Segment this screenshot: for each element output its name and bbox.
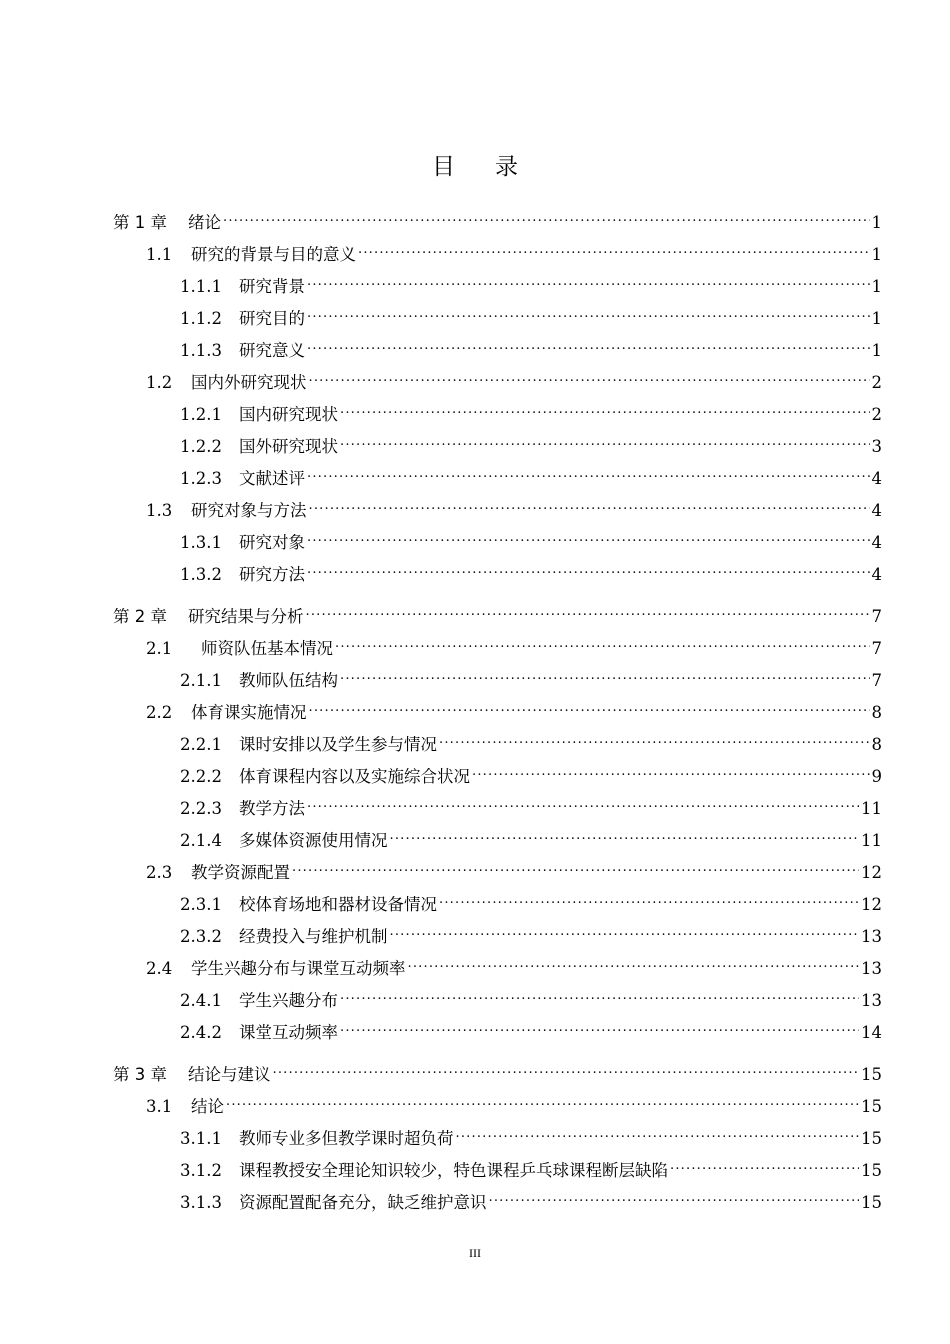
toc-leader-dots	[408, 950, 860, 974]
toc-entry-page: 8	[871, 735, 882, 754]
toc-entry-label: 研究目的	[239, 309, 305, 328]
toc-entry-page: 13	[861, 991, 882, 1010]
toc-leader-dots	[307, 460, 870, 484]
toc-leader-dots	[358, 236, 870, 260]
toc-entry-page: 1	[871, 341, 882, 360]
toc-leader-dots	[273, 1056, 860, 1080]
toc-entry[interactable]	[180, 1152, 882, 1180]
toc-entry-label: 国外研究现状	[239, 437, 338, 456]
toc-entry-page: 7	[871, 607, 882, 626]
toc-leader-dots	[307, 556, 870, 580]
toc-leader-dots	[226, 1088, 859, 1112]
toc-leader-dots	[335, 630, 870, 654]
toc-entry-number: 1.3	[146, 501, 173, 520]
toc-entry-number: 1.2.3	[180, 469, 222, 488]
toc-entry-number: 3.1	[146, 1097, 173, 1116]
toc-entry-label: 学生兴趣分布与课堂互动频率	[191, 959, 406, 978]
toc-entry-label: 课时安排以及学生参与情况	[239, 735, 437, 754]
toc-entry-page: 1	[871, 309, 882, 328]
toc-entry[interactable]	[180, 332, 882, 360]
toc-entry[interactable]	[146, 364, 882, 392]
toc-entry-page: 14	[861, 1023, 882, 1042]
toc-entry-page: 2	[871, 373, 882, 392]
toc-entry[interactable]	[146, 950, 882, 978]
toc-entry[interactable]	[146, 694, 882, 722]
toc-entry[interactable]	[180, 396, 882, 424]
toc-title-char-2: 录	[495, 154, 518, 180]
toc-entry-label: 课程教授安全理论知识较少，特色课程乒乓球课程断层缺陷	[239, 1161, 668, 1180]
toc-entry-page: 11	[861, 799, 882, 818]
toc-entry[interactable]	[146, 854, 882, 882]
toc-entry[interactable]	[146, 236, 882, 264]
toc-entry[interactable]	[113, 204, 882, 232]
toc-leader-dots	[489, 1184, 860, 1208]
toc-leader-dots	[309, 492, 870, 516]
page-number-footer: III	[469, 1246, 481, 1260]
toc-leader-dots	[307, 268, 870, 292]
toc-entry-page: 15	[861, 1065, 882, 1084]
toc-leader-dots	[456, 1120, 860, 1144]
toc-entry-label: 体育课程内容以及实施综合状况	[239, 767, 470, 786]
toc-leader-dots	[306, 598, 870, 622]
toc-entry-number: 1.3.2	[180, 565, 222, 584]
toc-entry-page: 12	[861, 895, 882, 914]
toc-leader-dots	[439, 886, 859, 910]
toc-entry-number: 2.2.2	[180, 767, 222, 786]
toc-entry-page: 1	[871, 277, 882, 296]
toc-entry-label: 学生兴趣分布	[239, 991, 338, 1010]
toc-entry-number: 2.4.2	[180, 1023, 222, 1042]
toc-entry-page: 8	[871, 703, 882, 722]
toc-leader-dots	[223, 204, 870, 228]
toc-entry[interactable]	[180, 524, 882, 552]
toc-entry-number: 2.4.1	[180, 991, 222, 1010]
toc-entry[interactable]	[180, 1014, 882, 1042]
toc-entry-number: 1.2	[146, 373, 173, 392]
toc-entry-label: 国内研究现状	[239, 405, 338, 424]
toc-entry-page: 13	[861, 927, 882, 946]
toc-entry-label: 校体育场地和器材设备情况	[239, 895, 437, 914]
toc-entry[interactable]	[180, 982, 882, 1010]
toc-entry[interactable]	[180, 918, 882, 946]
toc-entry[interactable]	[180, 268, 882, 296]
toc-leader-dots	[472, 758, 870, 782]
toc-entry-number: 1.1.2	[180, 309, 222, 328]
toc-entry[interactable]	[180, 662, 882, 690]
toc-leader-dots	[340, 1014, 859, 1038]
toc-entry[interactable]	[180, 300, 882, 328]
toc-entry-label: 研究意义	[239, 341, 305, 360]
toc-entry-label: 多媒体资源使用情况	[239, 831, 388, 850]
toc-leader-dots	[670, 1152, 859, 1176]
toc-leader-dots	[340, 396, 870, 420]
toc-entry-label: 结论与建议	[188, 1065, 271, 1084]
toc-entry[interactable]	[180, 460, 882, 488]
toc-entry-number: 第 2 章	[113, 607, 167, 626]
toc-entry-number: 2.4	[146, 959, 173, 978]
toc-entry-number: 2.3.2	[180, 927, 222, 946]
toc-entry-page: 9	[871, 767, 882, 786]
toc-entry-page: 7	[871, 671, 882, 690]
toc-entry-number: 1.1	[146, 245, 173, 264]
toc-entry-number: 2.1	[146, 639, 173, 658]
toc-entry-number: 1.1.1	[180, 277, 222, 296]
toc-entry-page: 4	[871, 565, 882, 584]
toc-entry-page: 12	[861, 863, 882, 882]
toc-entry-number: 1.1.3	[180, 341, 222, 360]
toc-entry-label: 研究的背景与目的意义	[191, 245, 356, 264]
toc-leader-dots	[292, 854, 859, 878]
toc-entry[interactable]	[180, 758, 882, 786]
toc-entry-label: 研究对象与方法	[191, 501, 307, 520]
toc-entry[interactable]	[113, 598, 882, 626]
toc-entry[interactable]	[180, 428, 882, 456]
toc-leader-dots	[307, 300, 870, 324]
toc-entry-label: 教学方法	[239, 799, 305, 818]
toc-entry-label: 教师专业多但教学课时超负荷	[239, 1129, 454, 1148]
toc-entry-number: 2.1.4	[180, 831, 222, 850]
toc-entry-label: 研究方法	[239, 565, 305, 584]
toc-entry-number: 2.3	[146, 863, 173, 882]
toc-title	[0, 148, 950, 181]
toc-entry-label: 文献述评	[239, 469, 305, 488]
toc-entry[interactable]	[113, 1056, 882, 1084]
toc-entry-number: 2.2.3	[180, 799, 222, 818]
toc-entry-number: 第 1 章	[113, 213, 167, 232]
toc-entry-label: 教师队伍结构	[239, 671, 338, 690]
toc-entry[interactable]	[146, 492, 882, 520]
toc-entry-number: 1.2.1	[180, 405, 222, 424]
toc-entry-label: 国内外研究现状	[191, 373, 307, 392]
toc-title-char-1: 目	[432, 154, 455, 180]
toc-entry-label: 资源配置配备充分，缺乏维护意识	[239, 1193, 487, 1212]
toc-entry[interactable]	[180, 822, 882, 850]
toc-entry-page: 7	[871, 639, 882, 658]
toc-leader-dots	[307, 790, 859, 814]
toc-entry-number: 2.1.1	[180, 671, 222, 690]
toc-entry[interactable]	[180, 790, 882, 818]
toc-leader-dots	[307, 524, 870, 548]
toc-entry-number: 3.1.1	[180, 1129, 222, 1148]
toc-leader-dots	[307, 332, 870, 356]
toc-leader-dots	[439, 726, 870, 750]
toc-entry-page: 2	[871, 405, 882, 424]
toc-entry-page: 4	[871, 501, 882, 520]
toc-entry-page: 15	[861, 1193, 882, 1212]
toc-entry[interactable]	[180, 1184, 882, 1212]
toc-entry[interactable]	[146, 630, 882, 658]
toc-entry-page: 11	[861, 831, 882, 850]
toc-entry-page: 4	[871, 469, 882, 488]
toc-entry-page: 15	[861, 1097, 882, 1116]
toc-entry-number: 3.1.3	[180, 1193, 222, 1212]
toc-leader-dots	[340, 428, 870, 452]
toc-entry[interactable]	[180, 1120, 882, 1148]
toc-leader-dots	[390, 822, 860, 846]
toc-entry-label: 研究结果与分析	[188, 607, 304, 626]
toc-entry-number: 2.2.1	[180, 735, 222, 754]
toc-entry-number: 第 3 章	[113, 1065, 167, 1084]
toc-leader-dots	[340, 982, 859, 1006]
toc-entry-number: 1.2.2	[180, 437, 222, 456]
toc-entry-label: 研究背景	[239, 277, 305, 296]
toc-entry-label: 研究对象	[239, 533, 305, 552]
toc-leader-dots	[390, 918, 860, 942]
toc-entry[interactable]	[180, 726, 882, 754]
toc-leader-dots	[309, 364, 870, 388]
toc-entry-label: 经费投入与维护机制	[239, 927, 388, 946]
toc-entry-label: 绪论	[188, 213, 221, 232]
toc-entry-label: 结论	[191, 1097, 224, 1116]
toc-entry-page: 4	[871, 533, 882, 552]
toc-entry-page: 15	[861, 1161, 882, 1180]
toc-entry-number: 3.1.2	[180, 1161, 222, 1180]
toc-entry[interactable]	[180, 556, 882, 584]
toc-entry-number: 1.3.1	[180, 533, 222, 552]
toc-entry-page: 15	[861, 1129, 882, 1148]
toc-entry-label: 教学资源配置	[191, 863, 290, 882]
toc-entry-page: 1	[871, 213, 882, 232]
toc-entry-number: 2.3.1	[180, 895, 222, 914]
toc-entry-label: 师资队伍基本情况	[201, 639, 333, 658]
toc-entry-page: 1	[871, 245, 882, 264]
toc-entry-label: 体育课实施情况	[191, 703, 307, 722]
toc-leader-dots	[309, 694, 870, 718]
toc-entry-label: 课堂互动频率	[239, 1023, 338, 1042]
toc-entry-page: 13	[861, 959, 882, 978]
toc-entry[interactable]	[180, 886, 882, 914]
toc-entry-number: 2.2	[146, 703, 173, 722]
toc-entry-page: 3	[871, 437, 882, 456]
toc-entry[interactable]	[146, 1088, 882, 1116]
toc-leader-dots	[340, 662, 870, 686]
